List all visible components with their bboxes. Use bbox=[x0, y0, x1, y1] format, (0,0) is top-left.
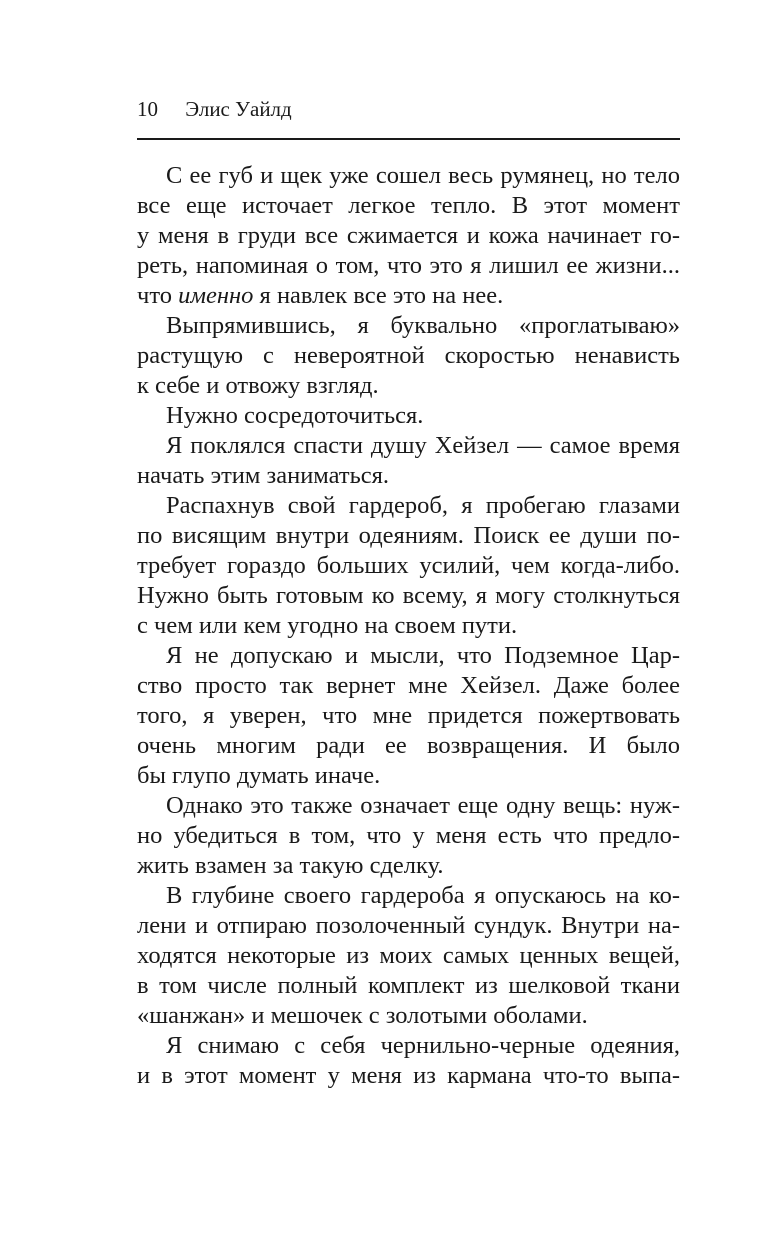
text-line: все еще источает легкое тепло. В этот момент bbox=[137, 192, 680, 219]
text-line: начать этим заниматься. bbox=[137, 462, 390, 489]
text-line: очень многим ради ее возвращения. И было bbox=[137, 732, 680, 759]
text-run: я навлек все это на нее. bbox=[253, 282, 504, 309]
text-line: Распахнув свой гардероб, я пробегаю глазами bbox=[166, 492, 680, 519]
paragraph bbox=[137, 881, 680, 1031]
text-line: к себе и отвожу взгляд. bbox=[137, 372, 379, 399]
running-head-author: Элис Уайлд bbox=[185, 97, 292, 121]
text-line: лени и отпираю позолоченный сундук. Внутри на- bbox=[137, 912, 680, 939]
text-line: Выпрямившись, я буквально «проглатываю» bbox=[166, 312, 680, 339]
text-line: ство просто так вернет мне Хейзел. Даже более bbox=[137, 672, 680, 699]
text-line: бы глупо думать иначе. bbox=[137, 762, 381, 789]
paragraph bbox=[137, 491, 680, 641]
text-line: реть, напоминая о том, что это я лишил ее жизни... bbox=[137, 252, 680, 279]
header-rule bbox=[137, 138, 680, 140]
text-line: жить взамен за такую сделку. bbox=[137, 852, 444, 879]
text-line: того, я уверен, что мне придется пожертвовать bbox=[137, 702, 680, 729]
text-line: В глубине своего гардероба я опускаюсь на ко- bbox=[166, 882, 680, 909]
text-line: Однако это также означает еще одну вещь: нуж- bbox=[166, 792, 680, 819]
text-line: в том числе полный комплект из шелковой ткани bbox=[137, 972, 680, 999]
paragraph bbox=[137, 311, 680, 401]
text-line: требует гораздо больших усилий, чем когда-либо. bbox=[137, 552, 680, 579]
paragraph bbox=[137, 401, 680, 431]
text-line: по висящим внутри одеяниям. Поиск ее души по- bbox=[137, 522, 680, 549]
text-line: Я не допускаю и мысли, что Подземное Цар- bbox=[166, 642, 680, 669]
text-line: «шанжан» и мешочек с золотыми оболами. bbox=[137, 1002, 588, 1029]
text-line bbox=[137, 281, 680, 311]
text-line: Я снимаю с себя чернильно-черные одеяния, bbox=[166, 1032, 680, 1059]
page-number: 10 bbox=[137, 97, 158, 121]
text-line: ходятся некоторые из моих самых ценных вещей, bbox=[137, 942, 680, 969]
text-line: с чем или кем угодно на своем пути. bbox=[137, 612, 518, 639]
running-header bbox=[137, 94, 680, 124]
paragraph bbox=[137, 431, 680, 491]
emphasized-word: именно bbox=[178, 282, 254, 309]
text-line: но убедиться в том, что у меня есть что предло- bbox=[137, 822, 680, 849]
text-line: Я поклялся спасти душу Хейзел — самое время bbox=[166, 432, 680, 459]
text-line: Нужно сосредоточиться. bbox=[166, 402, 424, 429]
paragraph bbox=[137, 641, 680, 791]
paragraph bbox=[137, 161, 680, 311]
body-text bbox=[137, 161, 680, 1091]
text-line: и в этот момент у меня из кармана что-то выпа- bbox=[137, 1062, 680, 1089]
paragraph bbox=[137, 1031, 680, 1091]
text-line: С ее губ и щек уже сошел весь румянец, но тело bbox=[166, 162, 680, 189]
text-line: растущую с невероятной скоростью ненависть bbox=[137, 342, 680, 369]
paragraph bbox=[137, 791, 680, 881]
text-line: у меня в груди все сжимается и кожа начинает го- bbox=[137, 222, 680, 249]
text-line: Нужно быть готовым ко всему, я могу столкнуться bbox=[137, 582, 680, 609]
text-run: что bbox=[137, 282, 179, 309]
